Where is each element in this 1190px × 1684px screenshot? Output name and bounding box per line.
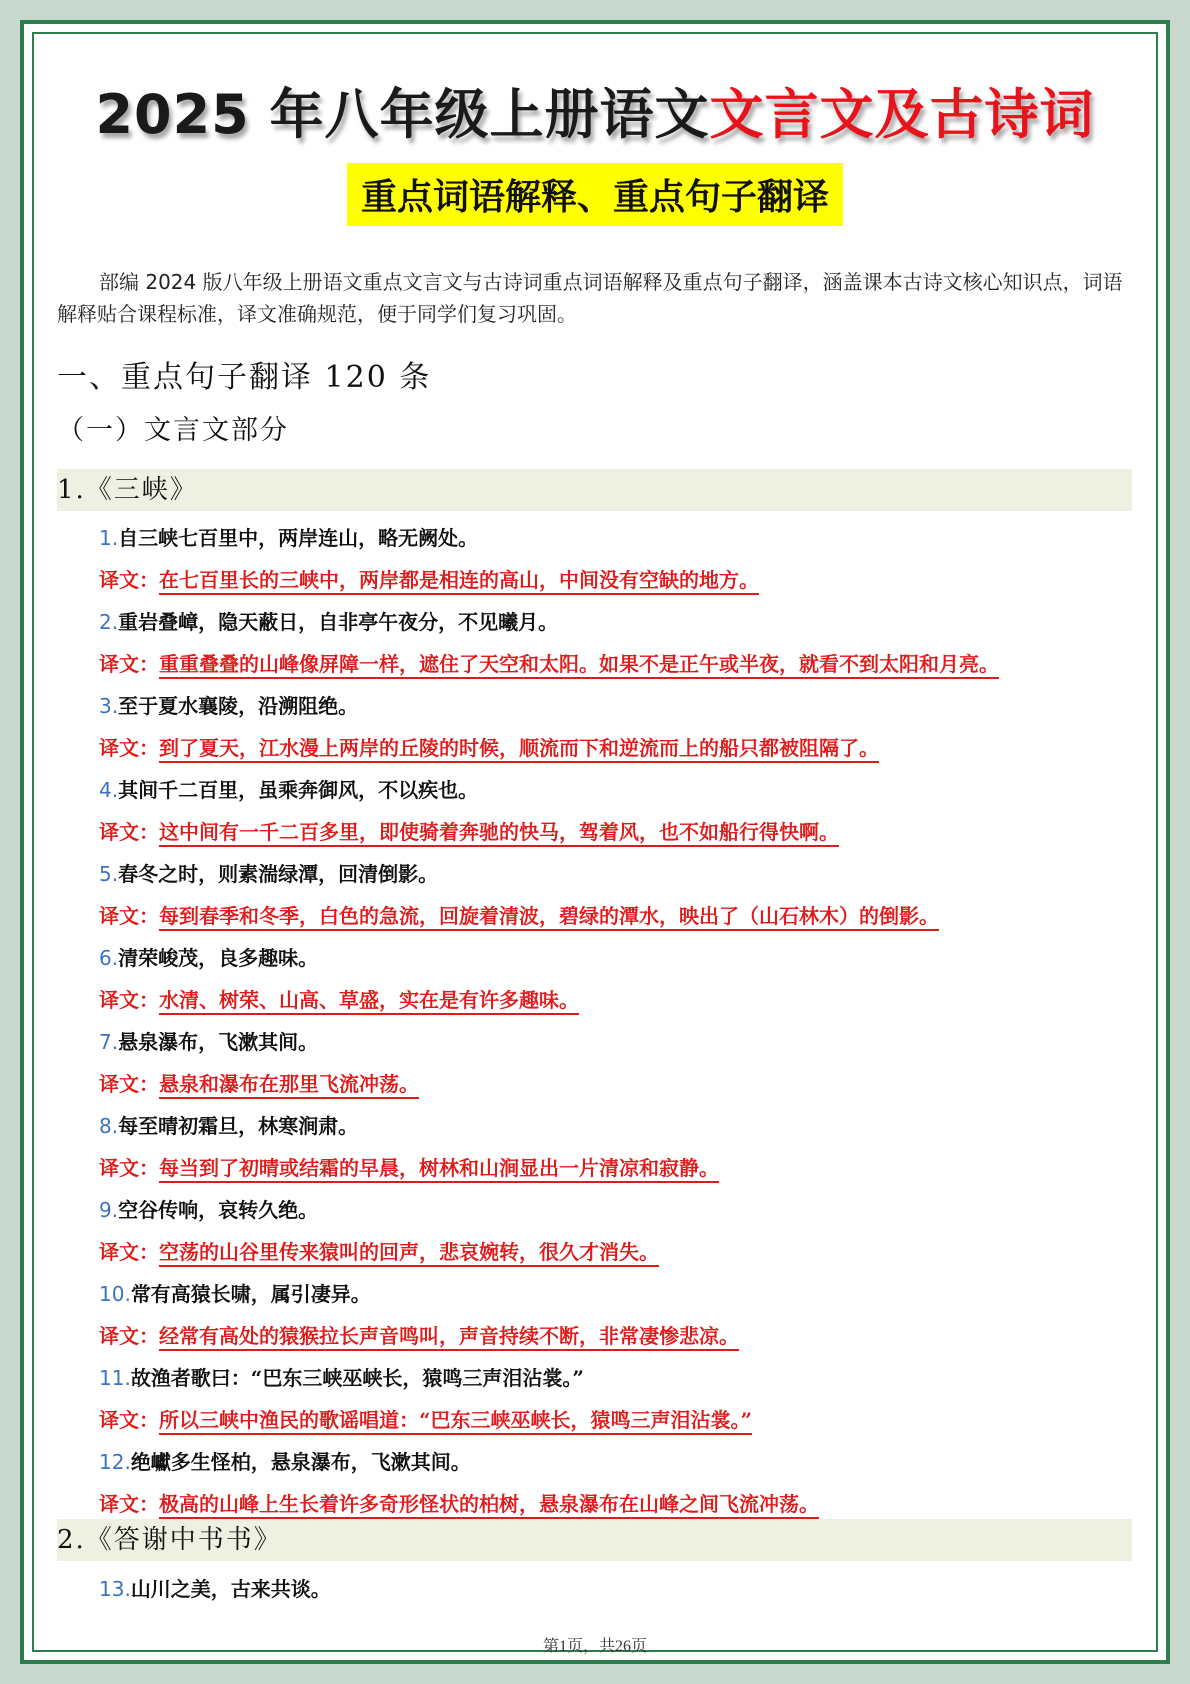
intro-paragraph: 部编 2024 版八年级上册语文重点文言文与古诗词重点词语解释及重点句子翻译，涵盖课本古诗文核心知识点，词语解释贴合课程标准，译文准确规范，便于同学们复习巩固。	[57, 270, 1123, 326]
original-sentence: 12.绝巘多生怪柏，悬泉瀑布，飞漱其间。	[99, 1450, 471, 1474]
title-black-part: 2025 年八年级上册语文	[95, 83, 710, 146]
translation-sentence: 译文：所以三峡中渔民的歌谣唱道：“巴东三峡巫峡长，猿鸣三声泪沾裳。”	[99, 1406, 752, 1434]
section-header-daxie: 2.《答谢中书书》	[57, 1519, 1132, 1561]
translation-sentence: 译文：这中间有一千二百多里，即使骑着奔驰的快马，驾着风，也不如船行得快啊。	[99, 818, 839, 846]
original-sentence: 1.自三峡七百里中，两岸连山，略无阙处。	[99, 526, 479, 550]
original-sentence: 4.其间千二百里，虽乘奔御风，不以疾也。	[99, 778, 479, 802]
translation-sentence: 译文：每当到了初晴或结霜的早晨，树林和山涧显出一片清凉和寂静。	[99, 1154, 719, 1182]
translation-sentence: 译文：极高的山峰上生长着许多奇形怪状的柏树，悬泉瀑布在山峰之间飞流冲荡。	[99, 1490, 819, 1518]
heading-level-1: 一、重点句子翻译 120 条	[57, 360, 432, 395]
original-sentence: 10.常有高猿长啸，属引凄异。	[99, 1282, 371, 1306]
page-title	[0, 72, 1190, 149]
page-subtitle: 重点词语解释、重点句子翻译	[347, 163, 843, 226]
translation-sentence: 译文：到了夏天，江水漫上两岸的丘陵的时候，顺流而下和逆流而上的船只都被阻隔了。	[99, 734, 879, 762]
translation-sentence: 译文：悬泉和瀑布在那里飞流冲荡。	[99, 1070, 419, 1098]
original-sentence: 7.悬泉瀑布，飞漱其间。	[99, 1030, 319, 1054]
title-red-part: 文言文及古诗词	[709, 83, 1095, 146]
original-sentence: 8.每至晴初霜旦，林寒涧肃。	[99, 1114, 359, 1138]
page-footer: 第1页，共26页	[542, 1638, 647, 1655]
section-header-sanxia: 1.《三峡》	[57, 469, 1132, 511]
translation-sentence: 译文：重重叠叠的山峰像屏障一样，遮住了天空和太阳。如果不是正午或半夜，就看不到太阳和月亮。	[99, 650, 999, 678]
translation-sentence: 译文：在七百里长的三峡中，两岸都是相连的高山，中间没有空缺的地方。	[99, 566, 759, 594]
original-sentence: 13.山川之美，古来共谈。	[99, 1577, 331, 1601]
translation-sentence: 译文：空荡的山谷里传来猿叫的回声，悲哀婉转，很久才消失。	[99, 1238, 659, 1266]
heading-level-2: （一）文言文部分	[57, 415, 289, 446]
original-sentence: 6.清荣峻茂，良多趣味。	[99, 946, 319, 970]
translation-sentence: 译文：经常有高处的猿猴拉长声音鸣叫，声音持续不断，非常凄惨悲凉。	[99, 1322, 739, 1350]
translation-sentence: 译文：水清、树荣、山高、草盛，实在是有许多趣味。	[99, 986, 579, 1014]
translation-sentence: 译文：每到春季和冬季，白色的急流，回旋着清波，碧绿的潭水，映出了（山石林木）的倒影。	[99, 902, 939, 930]
original-sentence: 9.空谷传响，哀转久绝。	[99, 1198, 319, 1222]
original-sentence: 2.重岩叠嶂，隐天蔽日，自非亭午夜分，不见曦月。	[99, 610, 559, 634]
original-sentence: 11.故渔者歌曰：“巴东三峡巫峡长，猿鸣三声泪沾裳。”	[99, 1366, 584, 1390]
original-sentence: 3.至于夏水襄陵，沿溯阻绝。	[99, 694, 359, 718]
original-sentence: 5.春冬之时，则素湍绿潭，回清倒影。	[99, 862, 439, 886]
